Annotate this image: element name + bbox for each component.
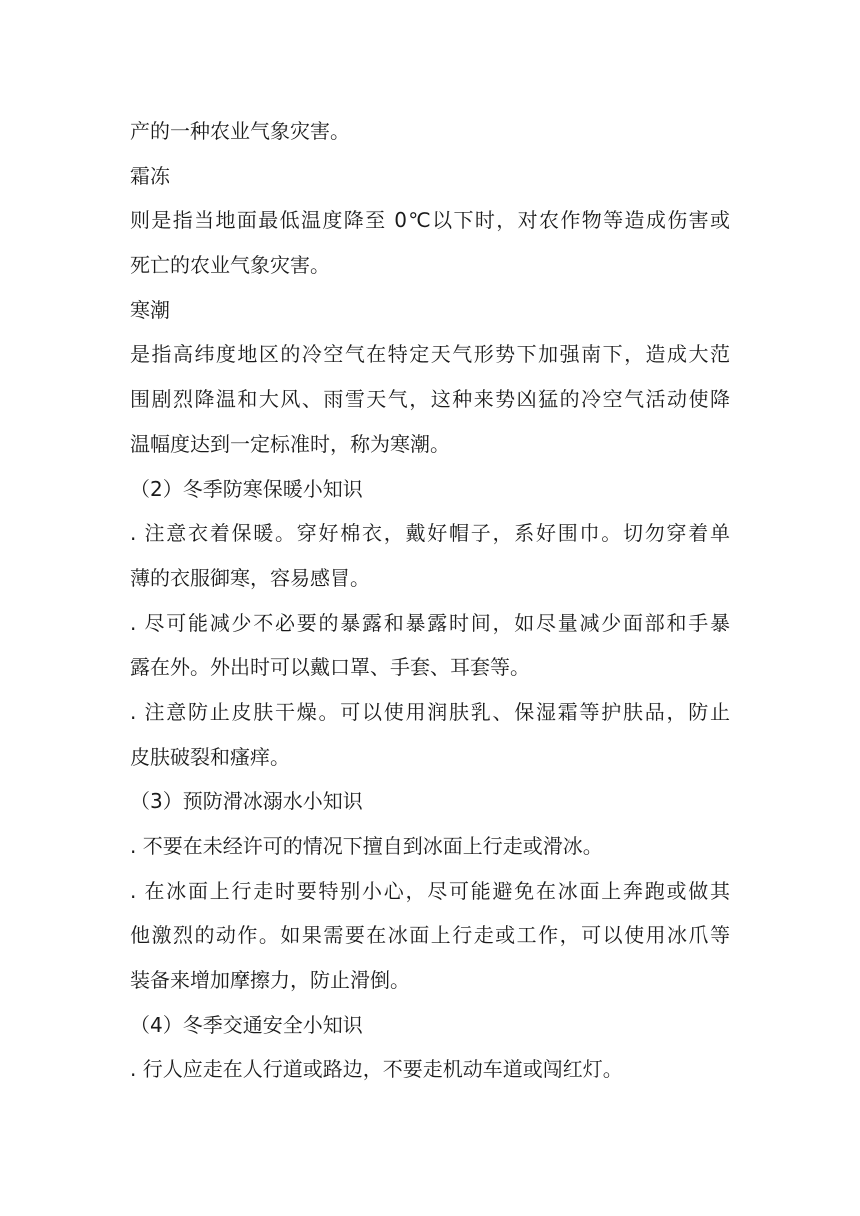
text-line-content: 他激烈的动作。如果需要在冰面上行走或工作，可以使用冰爪等 (130, 923, 730, 948)
text-line (130, 467, 730, 512)
text-line-content: 装备来增加摩擦力，防止滑倒。 (130, 968, 410, 993)
text-line-content: （3）预防滑冰溺水小知识 (130, 789, 363, 814)
text-line-content: （2）冬季防寒保暖小知识 (130, 476, 363, 501)
text-line (130, 243, 730, 288)
text-line-content: . 注意防止皮肤干燥。可以使用润肤乳、保湿霜等护肤品，防止 (130, 699, 730, 724)
text-line-content: 寒潮 (130, 297, 170, 322)
text-line (130, 198, 730, 243)
text-line (130, 913, 730, 958)
text-line (130, 958, 730, 1003)
text-line-content: . 行人应走在人行道或路边，不要走机动车道或闯红灯。 (130, 1057, 623, 1082)
text-line (130, 511, 730, 556)
text-line (130, 1003, 730, 1048)
text-line-content: . 在冰面上行走时要特别小心，尽可能避免在冰面上奔跑或做其 (130, 878, 730, 903)
text-line (130, 556, 730, 601)
text-line-content: 死亡的农业气象灾害。 (130, 253, 330, 278)
text-line (130, 377, 730, 422)
text-line (130, 735, 730, 780)
text-line (130, 601, 730, 646)
text-line (130, 422, 730, 467)
text-line-content: 是指高纬度地区的冷空气在特定天气形势下加强南下，造成大范 (130, 342, 730, 367)
text-line-content: 霜冻 (130, 163, 170, 188)
text-line (130, 1047, 730, 1092)
text-line (130, 288, 730, 333)
text-line (130, 109, 730, 154)
text-line-content: 围剧烈降温和大风、雨雪天气，这种来势凶猛的冷空气活动使降 (130, 387, 730, 412)
text-line-content: . 不要在未经许可的情况下擅自到冰面上行走或滑冰。 (130, 834, 603, 858)
text-line-content: 皮肤破裂和瘙痒。 (130, 744, 290, 769)
text-line (130, 869, 730, 914)
text-line-content: 则是指当地面最低温度降至 0℃以下时，对农作物等造成伤害或 (130, 208, 730, 233)
text-line (130, 824, 730, 869)
text-line-content: 产的一种农业气象灾害。 (130, 119, 350, 143)
text-line-content: 温幅度达到一定标准时，称为寒潮。 (130, 431, 450, 456)
text-line (130, 779, 730, 824)
text-line (130, 332, 730, 377)
document-body (130, 109, 730, 1092)
text-line (130, 154, 730, 199)
text-line-content: 薄的衣服御寒，容易感冒。 (130, 565, 370, 590)
text-line (130, 690, 730, 735)
text-line (130, 645, 730, 690)
text-line-content: 露在外。外出时可以戴口罩、手套、耳套等。 (130, 655, 530, 680)
text-line-content: . 注意衣着保暖。穿好棉衣，戴好帽子，系好围巾。切勿穿着单 (130, 521, 730, 546)
text-line-content: （4）冬季交通安全小知识 (130, 1012, 363, 1037)
text-line-content: . 尽可能减少不必要的暴露和暴露时间，如尽量减少面部和手暴 (130, 610, 730, 635)
